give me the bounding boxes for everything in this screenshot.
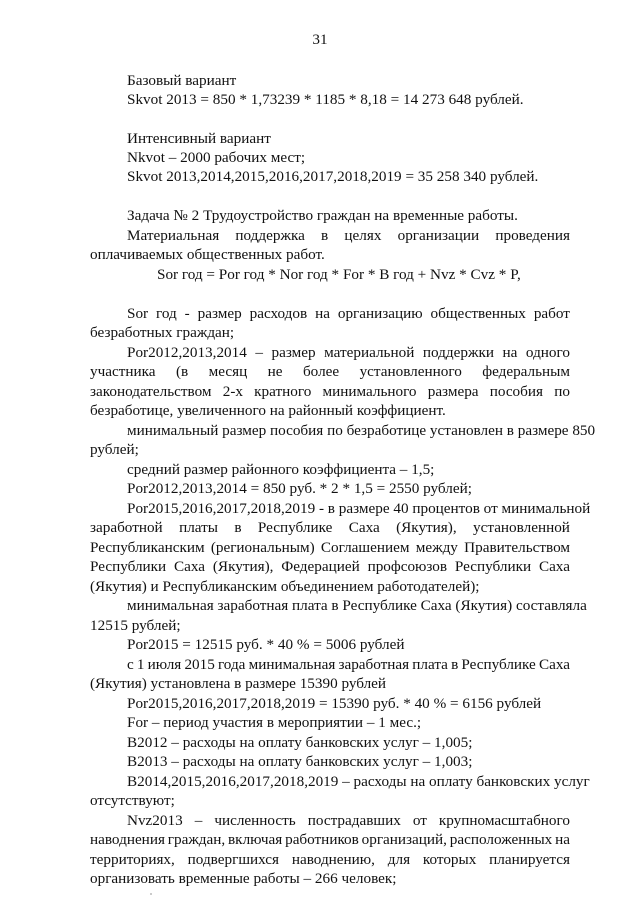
word: Por2012,2013,2014: [127, 344, 247, 361]
word: в: [234, 519, 242, 536]
word: с: [127, 656, 134, 673]
avg-coefficient: средний размер районного коэффициента – 1,5;: [127, 461, 435, 478]
word: между: [415, 539, 458, 556]
word: целях: [344, 227, 382, 244]
task2-intro-line2: оплачиваемых общественных работ.: [90, 246, 325, 263]
word: Саха: [174, 558, 206, 575]
b2014-line2: отсутствуют;: [90, 792, 175, 809]
word: (Якутия),: [212, 558, 274, 575]
page-number: 31: [312, 31, 328, 48]
word: по: [554, 383, 570, 400]
word: июля: [147, 656, 182, 673]
word: которых: [422, 851, 477, 868]
min-benefit-line1: минимальный размер пособия по безработице установлен в размере 850: [127, 422, 596, 439]
word: работ: [533, 305, 570, 322]
word: плата: [412, 656, 448, 673]
base-variant-heading: Базовый вариант: [127, 72, 237, 89]
word: организации: [397, 227, 480, 244]
july-line1: [127, 655, 570, 675]
word: не: [267, 363, 283, 380]
base-variant-formula: Skvot 2013 = 850 * 1,73239 * 1185 * 8,18 = 14 273 648 рублей.: [127, 91, 524, 108]
word: включая: [228, 831, 283, 848]
word: подвергшихся: [187, 851, 280, 868]
word: Республике: [257, 519, 333, 536]
word: Республике: [461, 656, 536, 673]
word: Саха: [538, 656, 570, 673]
def-sor-line1: [127, 304, 570, 324]
word: от: [412, 812, 427, 829]
word: планируется: [489, 851, 570, 868]
word: размер: [271, 344, 316, 361]
word: в: [321, 227, 329, 244]
word: в: [451, 656, 459, 673]
word: (в: [175, 363, 189, 380]
word: для: [387, 851, 411, 868]
word: организацию: [337, 305, 423, 322]
word: 2-х: [222, 383, 243, 400]
word: работников: [285, 831, 359, 848]
word: поддержка: [235, 227, 305, 244]
por-calc: Por2012,2013,2014 = 850 руб. * 2 * 1,5 = 2550 рублей;: [127, 480, 472, 497]
word: организаций,: [361, 831, 447, 848]
word: Федерацией: [281, 558, 360, 575]
word: территориях,: [90, 851, 175, 868]
word: минимального: [322, 383, 417, 400]
word: общественных: [430, 305, 526, 322]
word: (региональным): [210, 539, 315, 556]
word: размер: [197, 305, 242, 322]
word: Саха: [348, 519, 380, 536]
word: год: [156, 305, 177, 322]
word: профсоюзов: [367, 558, 448, 575]
word: проведения: [495, 227, 570, 244]
por2015-line3: [90, 538, 570, 558]
word: Республиканским: [90, 539, 205, 556]
intensive-variant-heading: Интенсивный вариант: [127, 130, 271, 147]
word: поддержки: [422, 344, 494, 361]
word: пособия: [489, 383, 543, 400]
word: граждан,: [167, 831, 226, 848]
por2015-calc: Por2015 = 12515 руб. * 40 % = 5006 рублей: [127, 636, 405, 653]
por2015-line5: (Якутия) и Республиканским объединением работодателей);: [90, 578, 480, 595]
def-por-line1: [127, 343, 570, 363]
word: наводнению,: [291, 851, 375, 868]
b2012: B2012 – расходы на оплату банковских услуг – 1,005;: [127, 734, 473, 751]
word: кратного: [254, 383, 312, 400]
word: размера: [427, 383, 479, 400]
def-sor-line2: безработных граждан;: [90, 324, 235, 341]
word: Правительством: [464, 539, 570, 556]
word: на: [502, 344, 518, 361]
min-wage-line1: минимальная заработная плата в Республике Саха (Якутия) составляла: [127, 597, 587, 614]
word: минимальная: [248, 656, 336, 673]
word: заработная: [338, 656, 410, 673]
word: расположенных: [449, 831, 553, 848]
intensive-variant-formula: Skvot 2013,2014,2015,2016,2017,2018,2019 = 35 258 340 рублей.: [127, 168, 539, 185]
for-period: For – период участия в мероприятии – 1 мес.;: [127, 714, 422, 731]
word: наводнения: [90, 831, 165, 848]
word: месяц: [208, 363, 248, 380]
min-benefit-line2: рублей;: [90, 441, 139, 458]
word: 1: [136, 656, 145, 673]
word: установленного: [359, 363, 462, 380]
word: участника: [90, 363, 156, 380]
word: Республики: [90, 558, 167, 575]
def-por-line3: [90, 382, 570, 402]
word: расходов: [249, 305, 308, 322]
nvz-line1: [127, 811, 570, 831]
por2015-line1: Por2015,2016,2017,2018,2019 - в размере 40 процентов от минимальной: [127, 500, 591, 517]
word: Республики: [454, 558, 532, 575]
word: установленной: [473, 519, 570, 536]
word: заработной: [90, 519, 163, 536]
word: на: [555, 831, 570, 848]
scan-speck: [150, 893, 152, 895]
word: законодательством: [90, 383, 212, 400]
word: пострадавших: [307, 812, 401, 829]
word: крупномасштабного: [438, 812, 570, 829]
intensive-variant-jobs: Nkvot – 2000 рабочих мест;: [127, 149, 306, 166]
nvz-line4: организовать временные работы – 266 человек;: [90, 870, 397, 887]
word: платы: [179, 519, 218, 536]
word: одного: [525, 344, 570, 361]
por2015-line2: [90, 518, 570, 538]
b2014-line1: B2014,2015,2016,2017,2018,2019 – расходы на оплату банковских услуг: [127, 773, 590, 790]
por2015-2019-calc: Por2015,2016,2017,2018,2019 = 15390 руб. * 40 % = 6156 рублей: [127, 695, 542, 712]
b2013: B2013 – расходы на оплату банковских услуг – 1,003;: [127, 753, 473, 770]
word: Sor: [127, 305, 149, 322]
word: -: [184, 305, 190, 322]
def-por-line4: безработице, увеличенного на районный коэффициент.: [90, 402, 446, 419]
def-por-line2: [90, 362, 570, 382]
min-wage-line2: 12515 рублей;: [90, 617, 181, 634]
word: материальной: [324, 344, 415, 361]
por2015-line4: [90, 557, 570, 577]
word: Соглашением: [320, 539, 410, 556]
word: года: [217, 656, 246, 673]
nvz-line3: [90, 850, 570, 870]
word: 2015: [184, 656, 215, 673]
word: Саха: [538, 558, 570, 575]
nvz-line2: [90, 830, 570, 850]
word: –: [194, 812, 203, 829]
word: численность: [214, 812, 296, 829]
task2-heading: Задача № 2 Трудоустройство граждан на временные работы.: [127, 207, 518, 224]
july-line2: (Якутия) установлена в размере 15390 рублей: [90, 675, 387, 692]
word: федеральным: [482, 363, 570, 380]
word: более: [302, 363, 340, 380]
task2-intro-line1: [127, 226, 570, 246]
word: Nvz2013: [127, 812, 183, 829]
word: на: [315, 305, 330, 322]
word: Материальная: [127, 227, 220, 244]
word: –: [255, 344, 263, 361]
task2-formula: Sor год = Por год * Nor год * For * B год + Nvz * Cvz * P,: [157, 266, 521, 283]
word: (Якутия),: [396, 519, 457, 536]
